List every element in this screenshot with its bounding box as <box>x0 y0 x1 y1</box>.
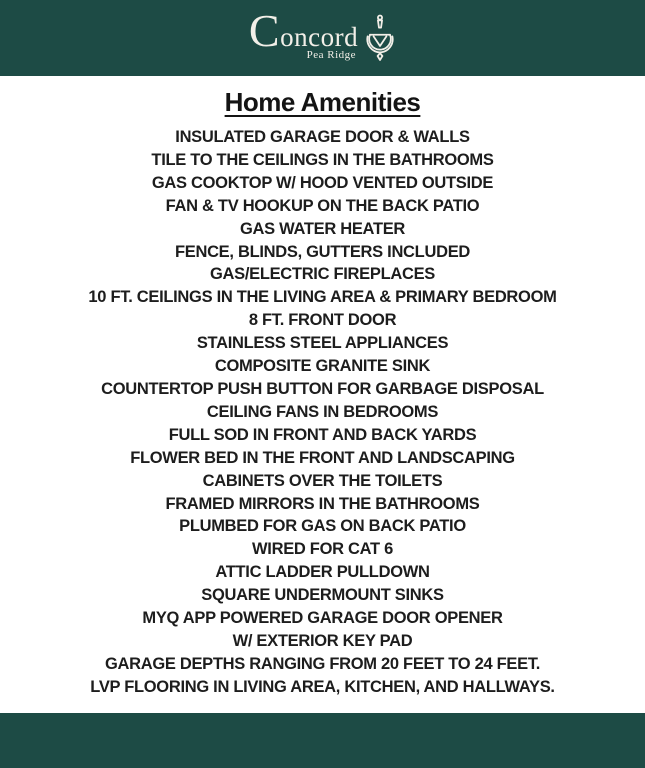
amenities-section <box>0 76 645 713</box>
amenity-item: 8 FT. FRONT DOOR <box>248 311 397 330</box>
brand-subtitle: Pea Ridge <box>306 48 357 61</box>
amenity-item: LVP FLOORING IN LIVING AREA, KITCHEN, AND HALLWAYS. <box>90 677 555 696</box>
amenity-item: GARAGE DEPTHS RANGING FROM 20 FEET TO 24 FEET. <box>104 654 541 673</box>
amenity-item: FULL SOD IN FRONT AND BACK YARDS <box>168 425 477 444</box>
amenity-item: PLUMBED FOR GAS ON BACK PATIO <box>179 517 466 536</box>
amenity-item: STAINLESS STEEL APPLIANCES <box>196 334 449 353</box>
amenity-item: FENCE, BLINDS, GUTTERS INCLUDED <box>174 242 471 261</box>
amenity-item: FLOWER BED IN THE FRONT AND LANDSCAPING <box>130 448 515 467</box>
amenity-item: COUNTERTOP PUSH BUTTON FOR GARBAGE DISPOSAL <box>101 379 544 398</box>
brand-name: Concord <box>248 4 359 56</box>
amenity-item: CABINETS OVER THE TOILETS <box>202 471 443 490</box>
amenity-item: CEILING FANS IN BEDROOMS <box>206 402 439 421</box>
amenity-item: 10 FT. CEILINGS IN THE LIVING AREA & PRIMARY BEDROOM <box>88 288 557 307</box>
amenity-item: MYQ APP POWERED GARAGE DOOR OPENER <box>142 609 503 628</box>
footer-bar <box>0 713 645 768</box>
door-knocker-icon <box>364 14 396 62</box>
amenity-item: TILE TO THE CEILINGS IN THE BATHROOMS <box>151 150 494 169</box>
amenity-item: INSULATED GARAGE DOOR & WALLS <box>175 128 470 146</box>
amenity-list <box>0 126 645 699</box>
amenity-item: WIRED FOR CAT 6 <box>252 540 393 559</box>
page-title: Home Amenities <box>224 87 421 117</box>
brand-wordmark <box>248 4 359 61</box>
amenity-item: ATTIC LADDER PULLDOWN <box>215 563 430 582</box>
amenity-item: COMPOSITE GRANITE SINK <box>214 357 431 376</box>
amenity-item: SQUARE UNDERMOUNT SINKS <box>201 586 444 605</box>
brand-logo <box>248 4 396 62</box>
amenity-item: GAS COOKTOP W/ HOOD VENTED OUTSIDE <box>151 173 494 192</box>
amenity-item: GAS/ELECTRIC FIREPLACES <box>209 265 436 284</box>
header-bar <box>0 0 645 76</box>
amenity-item: GAS WATER HEATER <box>239 219 406 238</box>
amenity-item: FAN & TV HOOKUP ON THE BACK PATIO <box>165 196 480 215</box>
amenity-item: FRAMED MIRRORS IN THE BATHROOMS <box>165 494 480 513</box>
amenity-item: W/ EXTERIOR KEY PAD <box>232 631 413 650</box>
